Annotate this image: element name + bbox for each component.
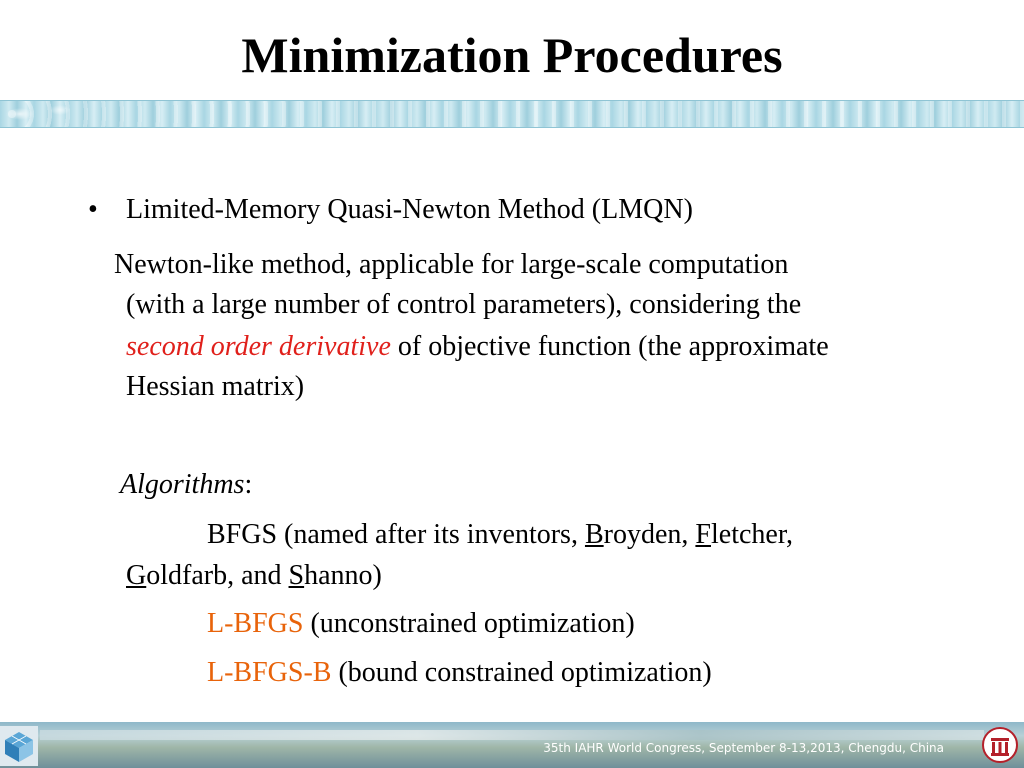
decorative-water-band [0,100,1024,128]
bullet-icon: • [88,194,98,225]
description-line-2: (with a large number of control parameters), considering the [126,289,802,320]
description-line-3-rest: of objective function (the approximate [390,331,829,362]
description-line-4: Hessian matrix) [126,371,305,402]
bfgs-line-2 [126,559,382,593]
bfgs-prefix: BFGS (named after its inventors, [207,519,585,550]
description-line-3 [126,330,829,364]
description-line-1: Newton-like method, applicable for large-scale computation [114,249,789,280]
footer-conference-text: 35th IAHR World Congress, September 8-13,2013, Chengdu, China [543,741,944,755]
bfgs-line-1 [207,518,793,552]
lbfgsb-line [207,656,712,690]
footer-landscape-strip [40,730,984,740]
goldfarb-rest: oldfarb, and [146,560,289,591]
fletcher-rest: letcher, [710,519,794,550]
second-order-derivative-emphasis: second order derivative [126,331,391,362]
lbfgsb-name: L-BFGS-B [207,657,332,688]
fletcher-initial: F [695,519,711,550]
footer-banner [0,722,1024,768]
slide-title: Minimization Procedures [241,27,783,83]
algorithms-label-text: Algorithms [120,469,245,500]
broyden-initial: B [584,519,604,550]
lbfgs-line [207,607,635,641]
university-seal-icon [982,725,1018,765]
method-heading: Limited-Memory Quasi-Newton Method (LMQN) [126,194,693,225]
cube-logo-icon [0,726,38,766]
algorithms-colon: : [244,469,253,500]
lbfgsb-description: (bound constrained optimization) [331,657,712,688]
lbfgs-name: L-BFGS [207,608,304,639]
lbfgs-description: (unconstrained optimization) [303,608,635,639]
shanno-initial: S [288,560,305,591]
broyden-rest: royden, [603,519,696,550]
goldfarb-initial: G [126,560,147,591]
algorithms-label [120,468,252,502]
shanno-rest: hanno) [304,560,382,591]
